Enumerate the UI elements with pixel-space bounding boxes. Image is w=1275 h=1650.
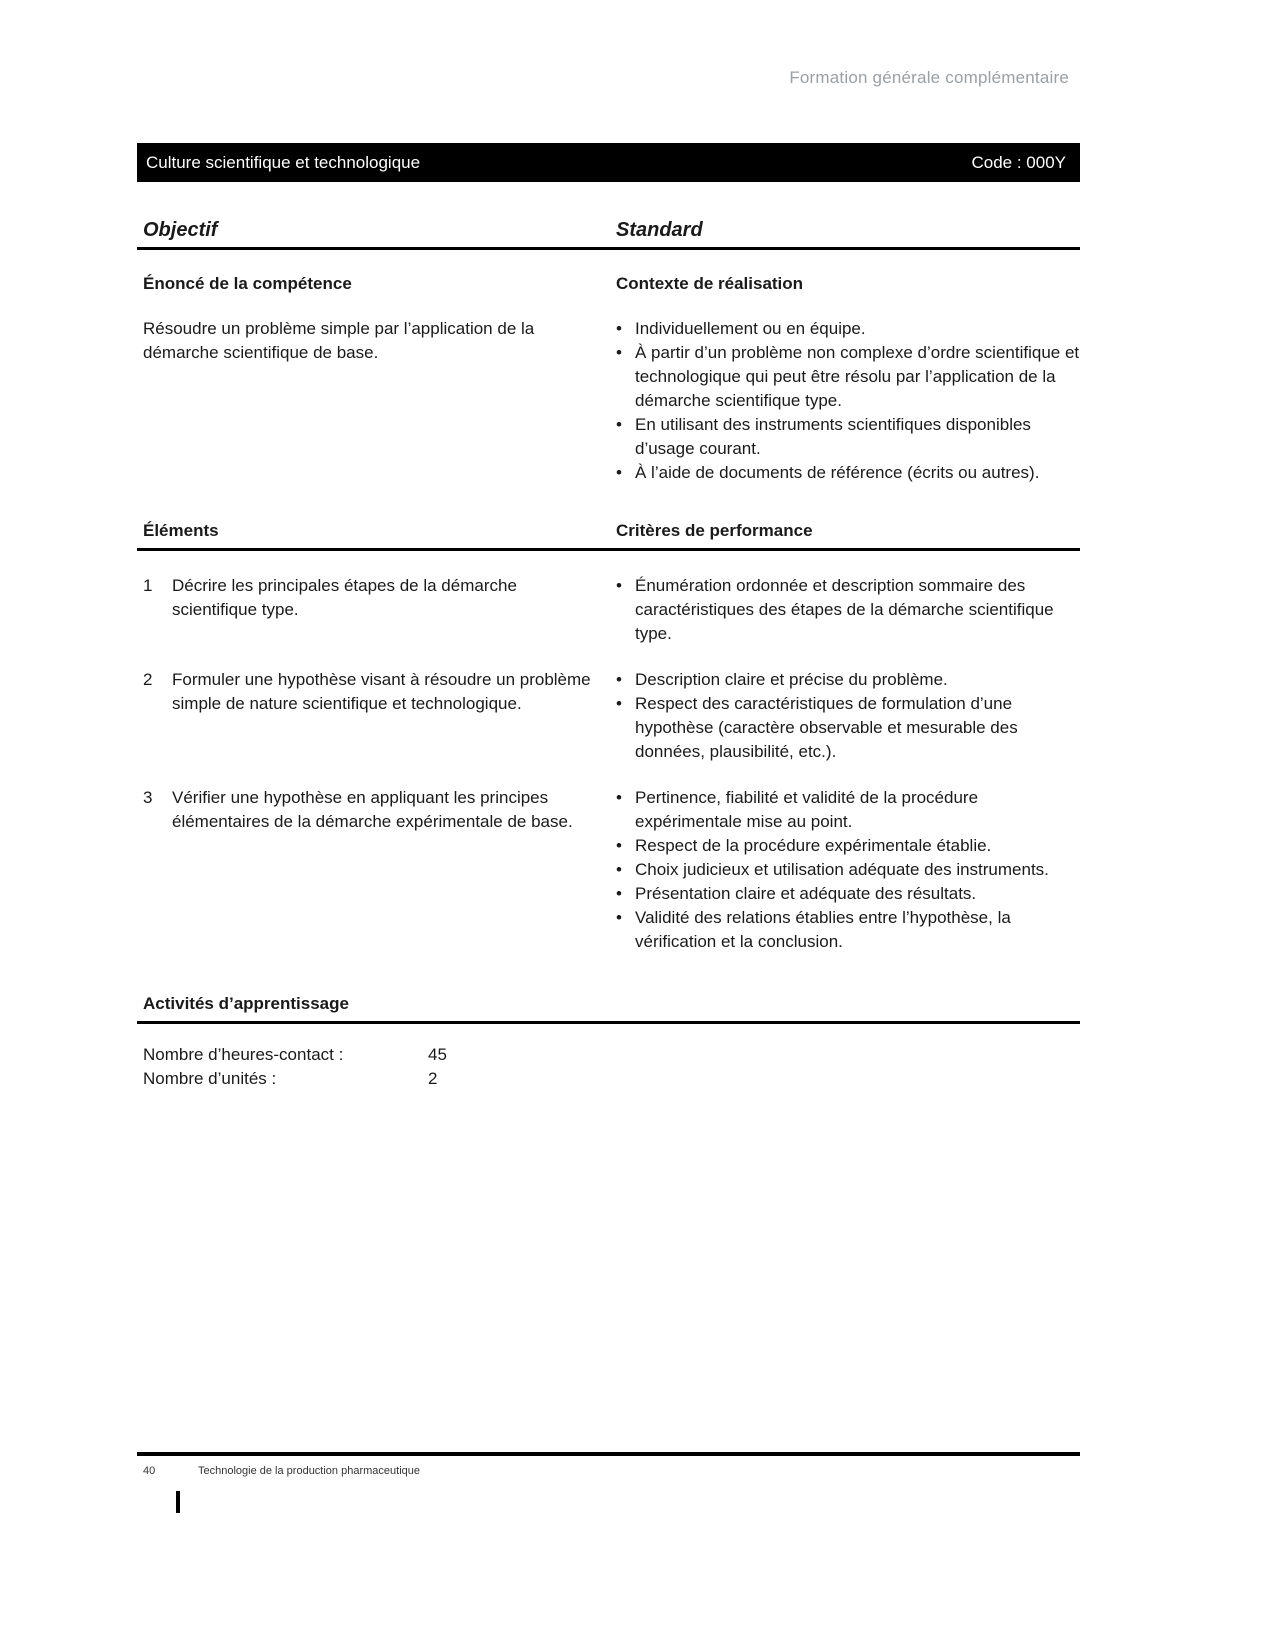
title-bar <box>137 143 1080 182</box>
element-text: Formuler une hypothèse visant à résoudre un problème simple de nature scientifique et technologique. <box>172 670 591 713</box>
criteres-heading: Critères de performance <box>616 521 813 540</box>
list-item <box>616 668 1080 692</box>
element-text: Vérifier une hypothèse en appliquant les principes élémentaires de la démarche expérimentale de base. <box>172 788 573 831</box>
bullet-text: Individuellement ou en équipe. <box>635 319 866 338</box>
contexte-bullet-list <box>616 317 1080 485</box>
page-footer <box>143 1465 420 1477</box>
bullet-text: Énumération ordonnée et description sommaire des caractéristiques des étapes de la démarche scientifique type. <box>635 576 1054 643</box>
bullet-text: À partir d’un problème non complexe d’ordre scientifique et technologique qui peut être résolu par l’application de la démarche scientifique type. <box>635 343 1080 410</box>
element-number: 3 <box>143 788 153 807</box>
list-item <box>616 786 1080 834</box>
activite-value: 2 <box>428 1069 438 1088</box>
list-item <box>616 858 1080 882</box>
page-number: 40 <box>143 1465 156 1477</box>
criteres-group <box>616 786 1080 954</box>
list-item <box>616 882 1080 906</box>
criteres-group <box>616 668 1080 764</box>
bullet-icon <box>616 834 635 858</box>
element-item <box>137 786 600 954</box>
list-item <box>616 906 1080 954</box>
bullet-text: Description claire et précise du problème. <box>635 670 948 689</box>
elements-heading: Éléments <box>143 521 219 540</box>
course-title: Culture scientifique et technologique <box>146 152 421 172</box>
bullet-text: Présentation claire et adéquate des résultats. <box>635 884 977 903</box>
element-number: 1 <box>143 576 153 595</box>
list-item <box>616 574 1080 646</box>
bullet-text: À l’aide de documents de référence (écrits ou autres). <box>635 463 1040 482</box>
element-text: Décrire les principales étapes de la démarche scientifique type. <box>172 576 517 619</box>
contexte-column <box>616 272 1080 485</box>
competence-text: Résoudre un problème simple par l’application de la démarche scientifique de base. <box>143 319 535 362</box>
bullet-icon <box>616 317 635 341</box>
activite-value: 45 <box>428 1045 447 1064</box>
footer-text: Technologie de la production pharmaceutique <box>198 1465 420 1477</box>
bullet-text: Validité des relations établies entre l’hypothèse, la vérification et la conclusion. <box>635 908 1011 951</box>
bullet-icon <box>616 786 635 834</box>
bullet-text: En utilisant des instruments scientifiques disponibles d’usage courant. <box>635 415 1031 458</box>
bullet-icon <box>616 906 635 954</box>
bullet-icon <box>616 882 635 906</box>
list-item <box>616 413 1080 461</box>
bullet-text: Respect des caractéristiques de formulation d’une hypothèse (caractère observable et mesurable des données, plausibilité, etc.). <box>635 694 1018 761</box>
bullet-text: Respect de la procédure expérimentale établie. <box>635 836 992 855</box>
bullet-icon <box>616 668 635 692</box>
list-item <box>616 834 1080 858</box>
elements-rule <box>137 548 1080 551</box>
bullet-text: Pertinence, fiabilité et validité de la procédure expérimentale mise au point. <box>635 788 979 831</box>
footer-rule <box>137 1452 1080 1456</box>
list-item <box>616 341 1080 413</box>
bullet-text: Choix judicieux et utilisation adéquate des instruments. <box>635 860 1049 879</box>
element-number: 2 <box>143 670 153 689</box>
running-header: Formation générale complémentaire <box>789 68 1069 87</box>
list-item <box>616 317 1080 341</box>
header-rule <box>137 247 1080 250</box>
contexte-heading: Contexte de réalisation <box>616 274 804 293</box>
standard-header: Standard <box>616 219 703 241</box>
elements-criteres-grid <box>137 574 1080 954</box>
activite-label: Nombre d’heures-contact : <box>143 1045 344 1064</box>
list-item <box>616 461 1080 485</box>
element-item <box>137 668 600 764</box>
criteres-group <box>616 574 1080 646</box>
bullet-icon <box>616 692 635 764</box>
activites-heading: Activités d’apprentissage <box>143 994 349 1013</box>
crop-mark <box>176 1491 180 1513</box>
competence-section <box>137 272 1080 485</box>
bullet-icon <box>616 574 635 646</box>
activites-rows <box>137 1043 1080 1091</box>
bullet-icon <box>616 858 635 882</box>
objectif-header: Objectif <box>143 219 218 241</box>
bullet-icon <box>616 341 635 413</box>
column-headers <box>137 218 1080 242</box>
bullet-icon <box>616 461 635 485</box>
competence-heading: Énoncé de la compétence <box>143 274 352 293</box>
activites-rule <box>137 1021 1080 1024</box>
page-content <box>137 218 1080 1091</box>
course-code: Code : 000Y <box>971 152 1066 172</box>
competence-column <box>137 272 600 485</box>
activites-section <box>137 992 1080 1091</box>
elements-headers <box>137 519 1080 543</box>
list-item <box>616 692 1080 764</box>
bullet-icon <box>616 413 635 461</box>
activite-label: Nombre d’unités : <box>143 1069 277 1088</box>
element-item <box>137 574 600 646</box>
